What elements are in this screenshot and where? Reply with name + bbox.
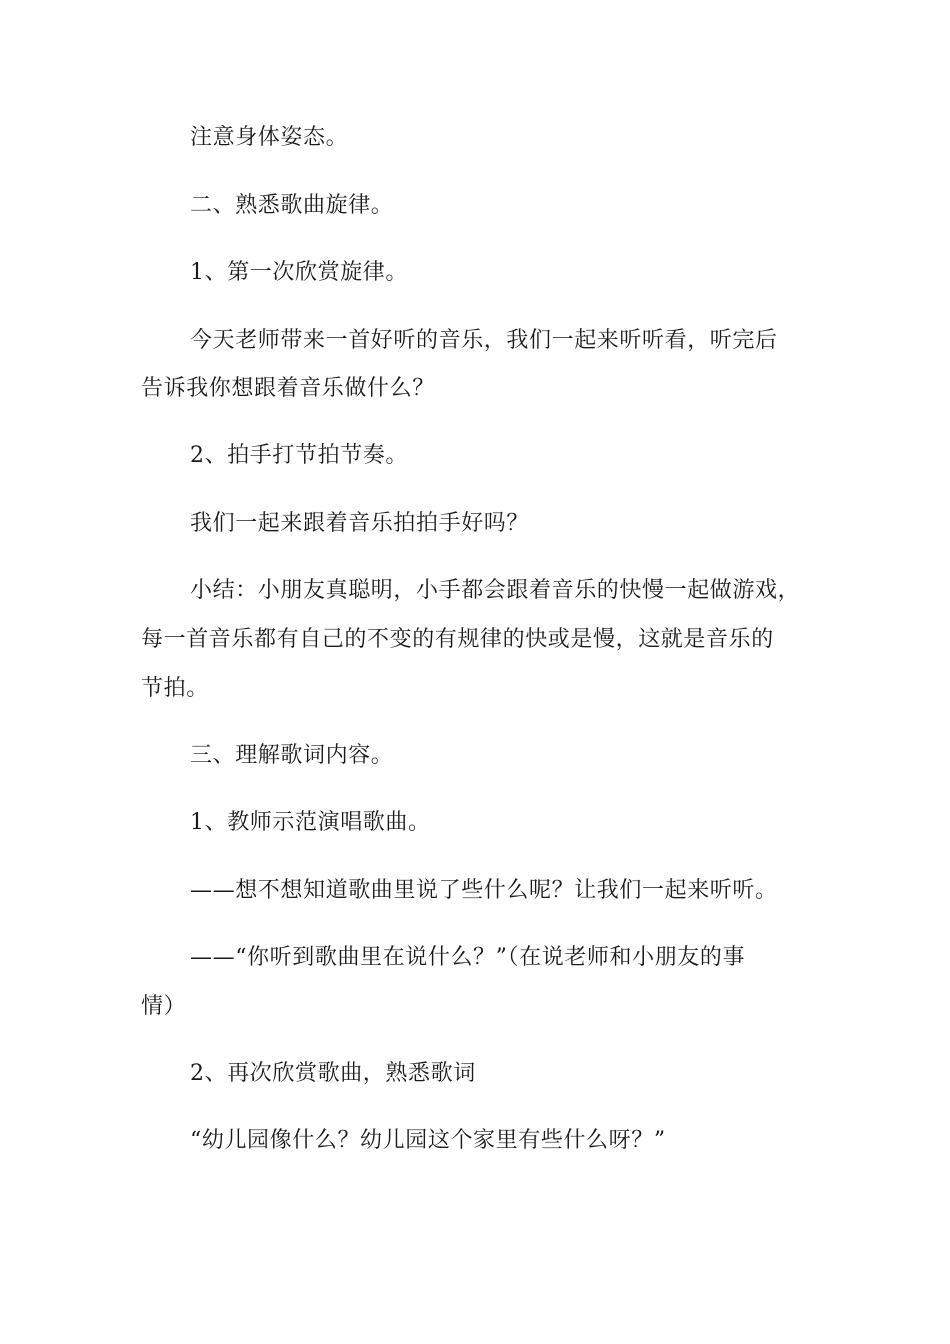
body-line-intro-cont: 告诉我你想跟着音乐做什么？ xyxy=(141,376,435,401)
body-line-dialog-2-cont: 情） xyxy=(141,994,187,1019)
section-heading-melody: 二、熟悉歌曲旋律。 xyxy=(190,193,394,218)
body-line-dialog-1: ——想不想知道歌曲里说了些什么呢？让我们一起来听听。 xyxy=(190,878,778,903)
body-line-summary-end: 节拍。 xyxy=(141,676,209,701)
step-heading-second-listen: 2、再次欣赏歌曲，熟悉歌词 xyxy=(190,1061,476,1086)
step-heading-first-listen: 1、第一次欣赏旋律。 xyxy=(190,260,408,285)
body-line-lyrics-quote: “幼儿园像什么？幼儿园这个家里有些什么呀？” xyxy=(190,1128,666,1153)
body-line-intro: 今天老师带来一首好听的音乐，我们一起来听听看，听完后 xyxy=(190,328,778,353)
step-heading-clap: 2、拍手打节拍节奏。 xyxy=(190,443,408,468)
step-heading-demo: 1、教师示范演唱歌曲。 xyxy=(190,810,431,835)
body-line-summary-cont: 每一首音乐都有自己的不变的有规律的快或是慢，这就是音乐的 xyxy=(141,627,774,652)
body-line-clap-question: 我们一起来跟着音乐拍拍手好吗？ xyxy=(190,511,530,536)
section-heading-lyrics: 三、理解歌词内容。 xyxy=(190,743,394,768)
body-line-posture: 注意身体姿态。 xyxy=(190,125,349,150)
body-line-summary: 小结：小朋友真聪明，小手都会跟着音乐的快慢一起做游戏， xyxy=(190,578,801,603)
body-line-dialog-2: ——“你听到歌曲里在说什么？”（在说老师和小朋友的事 xyxy=(190,945,746,970)
